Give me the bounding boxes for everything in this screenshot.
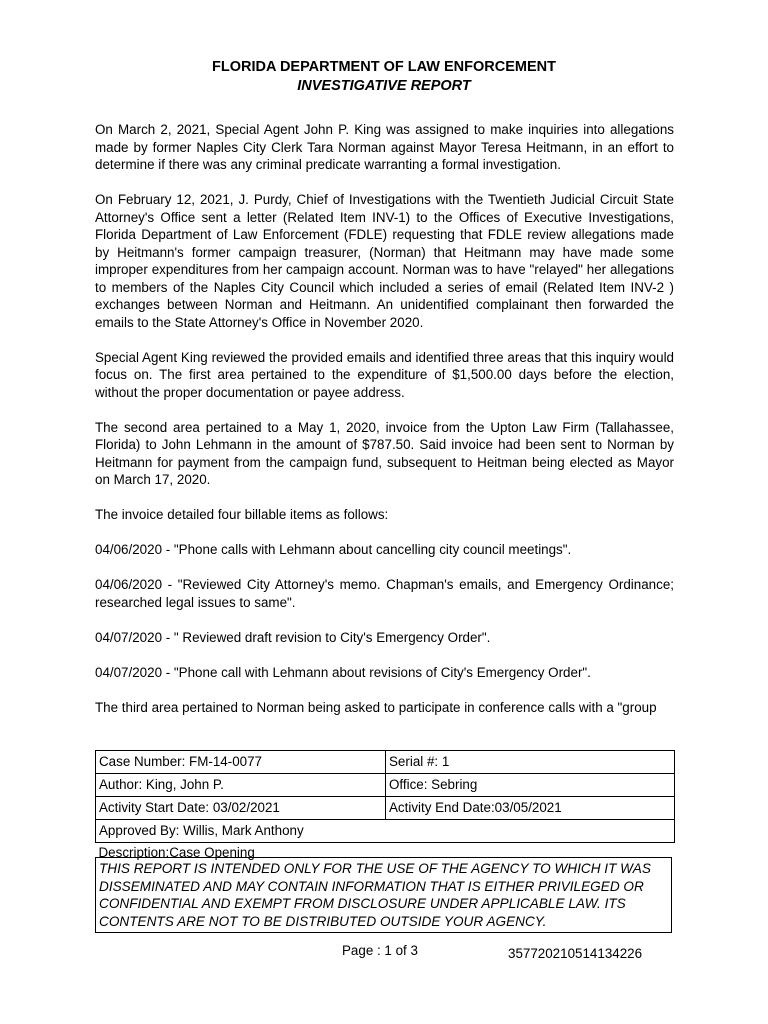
paragraph-third-area: The third area pertained to Norman being asked to participate in conference calls with a "group bbox=[95, 699, 657, 715]
billable-item: 04/06/2020 - "Reviewed City Attorney's memo. Chapman's emails, and Emergency Ordinance; researched legal issues to same". bbox=[95, 577, 674, 610]
billable-item: 04/07/2020 - "Phone call with Lehmann about revisions of City's Emergency Order". bbox=[95, 664, 591, 680]
paragraph-invoice: The second area pertained to a May 1, 2020, invoice from the Upton Law Firm (Tallahassee, Florida) to John Lehmann in the amount of $787.50. Said invoice had been sent to Norman by Heitmann for payment from the campaign fund, subsequent to Heitman being elected as Mayor on March 17, 2020. bbox=[95, 419, 674, 487]
paragraph-billable-intro: The invoice detailed four billable items as follows: bbox=[95, 507, 389, 522]
table-row bbox=[96, 751, 675, 774]
paragraph-assignment: On March 2, 2021, Special Agent John P. King was assigned to make inquiries into allegations made by former Naples City Clerk Tara Norman against Mayor Teresa Heitmann, in an effort to determine if there was any criminal predicate warranting a formal investigation. bbox=[95, 122, 674, 172]
activity-end-cell: Activity End Date:03/05/2021 bbox=[386, 797, 675, 820]
activity-start-cell: Activity Start Date: 03/02/2021 bbox=[96, 797, 386, 820]
serial-cell: Serial #: 1 bbox=[386, 751, 675, 774]
author-cell: Author: King, John P. bbox=[96, 774, 386, 797]
paragraph-letter: On February 12, 2021, J. Purdy, Chief of Investigations with the Twentieth Judicial Circuit State Attorney's Office sent a letter (Related Item INV-1) to the Offices of Executive Investigations, Florida Department of Law Enforcement (FDLE) requesting that FDLE review allegations made by Heitmann's former campaign treasurer, (Norman) that Heitmann may have made some improper expenditures from her campaign account. Norman was to have "relayed" her allegations to members of the Naples City Council which included a series of email (Related Item INV-2 ) exchanges between Norman and Heitmann. An unidentified complainant then forwarded the emails to the State Attorney's Office in November 2020. bbox=[95, 192, 674, 330]
report-type-title: INVESTIGATIVE REPORT bbox=[297, 78, 471, 94]
document-id: 357720210514134226 bbox=[508, 946, 643, 961]
case-info-table bbox=[95, 750, 675, 863]
page-number: Page : 1 of 3 bbox=[342, 943, 418, 958]
office-cell: Office: Sebring bbox=[386, 774, 675, 797]
approved-by-cell: Approved By: Willis, Mark Anthony bbox=[96, 820, 675, 843]
billable-item: 04/07/2020 - " Reviewed draft revision to City's Emergency Order". bbox=[95, 629, 491, 645]
description-cell: Description:Case Opening bbox=[98, 845, 255, 860]
agency-title: FLORIDA DEPARTMENT OF LAW ENFORCEMENT bbox=[212, 59, 556, 75]
billable-item: 04/06/2020 - "Phone calls with Lehmann about cancelling city council meetings". bbox=[95, 542, 572, 557]
table-row bbox=[96, 797, 675, 820]
report-header bbox=[0, 58, 768, 96]
paragraph-areas: Special Agent King reviewed the provided emails and identified three areas that this inquiry would focus on. The first area pertained to the expenditure of $1,500.00 days before the election, without the proper documentation or payee address. bbox=[95, 349, 674, 400]
case-number-cell: Case Number: FM-14-0077 bbox=[96, 751, 386, 774]
table-row bbox=[96, 774, 675, 797]
table-row bbox=[96, 820, 675, 843]
confidentiality-disclaimer: THIS REPORT IS INTENDED ONLY FOR THE USE OF THE AGENCY TO WHICH IT WAS DISSEMINATED AND MAY CONTAIN INFORMATION THAT IS EITHER PRIVILEGED OR CONFIDENTIAL AND EXEMPT FROM DISCLOSURE UNDER APPLICABLE LAW. ITS CONTENTS ARE NOT TO BE DISTRIBUTED OUTSIDE YOUR AGENCY. bbox=[95, 857, 672, 933]
report-body bbox=[95, 121, 674, 734]
